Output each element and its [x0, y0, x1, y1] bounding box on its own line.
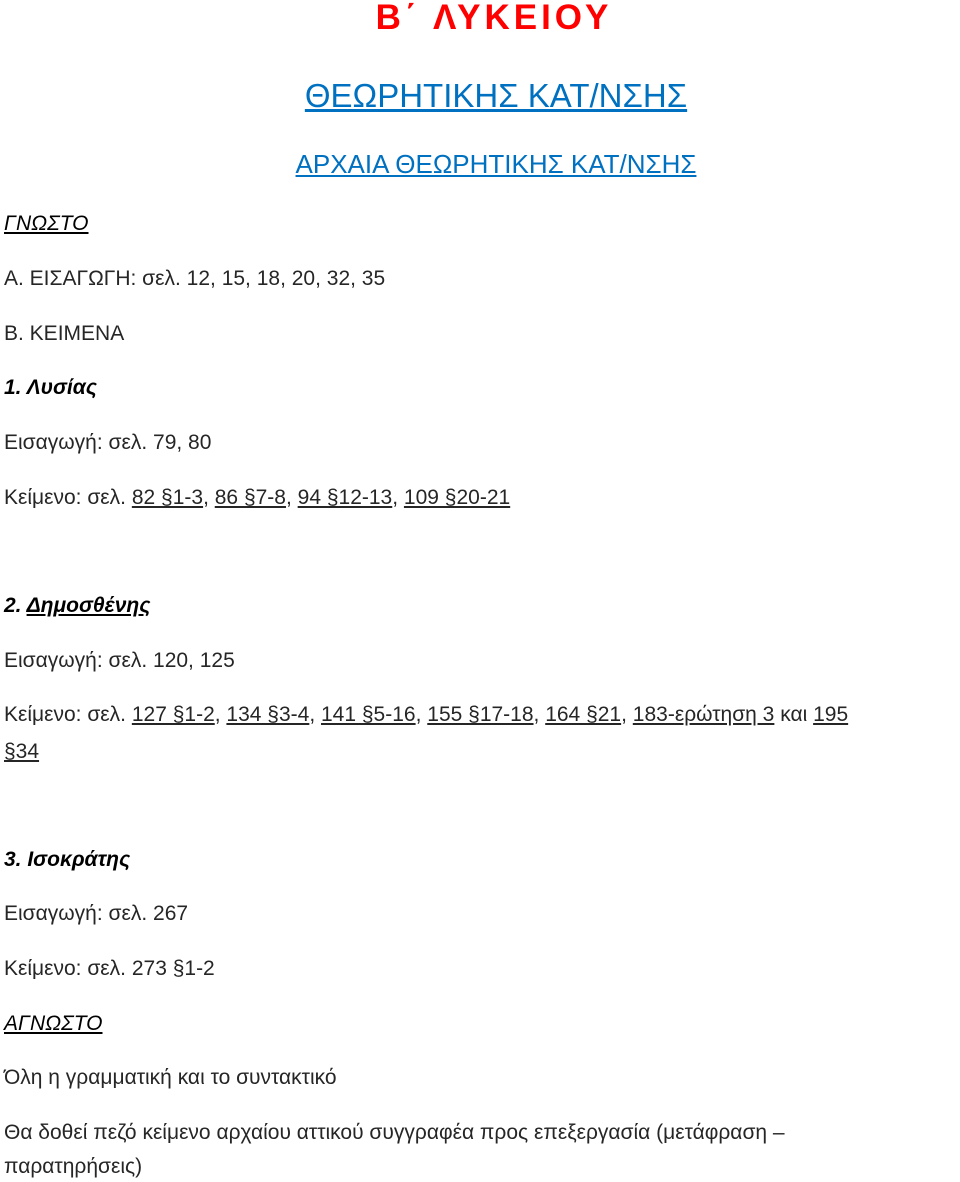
known-texts-heading: Β. ΚΕΙΜΕΝΑ — [4, 322, 125, 345]
unknown-grammar: Όλη η γραμματική και το συντακτικό — [4, 1066, 337, 1089]
known-intro: Α. ΕΙΣΑΓΩΓΗ: σελ. 12, 15, 18, 20, 32, 35 — [4, 267, 386, 290]
subject-subtitle: ΑΡΧΑΙΑ ΘΕΩΡΗΤΙΚΗΣ ΚΑΤ/ΝΣΗΣ — [295, 149, 697, 179]
lysias-ref: 82 §1-3 — [131, 486, 204, 509]
demosthenes-intro: Εισαγωγή: σελ. 120, 125 — [4, 649, 235, 672]
isocrates-text: Κείμενο: σελ. 273 §1-2 — [4, 957, 215, 980]
unknown-exam-text-cont: παρατηρήσεις) — [4, 1155, 143, 1178]
isocrates-intro: Εισαγωγή: σελ. 267 — [4, 902, 189, 925]
demosthenes-ref: 155 §17-18 — [427, 703, 534, 726]
lysias-title: 1. Λυσίας — [4, 376, 97, 399]
lysias-intro: Εισαγωγή: σελ. 79, 80 — [4, 431, 212, 454]
demosthenes-ref: 164 §21 — [545, 703, 622, 726]
demosthenes-text-cont — [4, 740, 39, 764]
unknown-heading: ΑΓΝΩΣΤΟ — [4, 1012, 103, 1035]
lysias-ref: 94 §12-13 — [297, 486, 393, 509]
lysias-ref: 86 §7-8 — [214, 486, 286, 509]
isocrates-title: 3. Ισοκράτης — [4, 848, 131, 871]
demosthenes-ref: 183-ερώτηση 3 — [632, 703, 775, 726]
demosthenes-ref: 134 §3-4 — [226, 703, 310, 726]
lysias-ref: 109 §20-21 — [403, 486, 511, 509]
demosthenes-title: 2. Δημοσθένης — [4, 594, 151, 617]
demosthenes-text: Κείμενο: σελ. 127 §1-2, 134 §3-4, 141 §5-16, 155 §17-18, 164 §21, 183-ερώτηση 3 και 195 — [4, 703, 849, 726]
lysias-text: Κείμενο: σελ. 82 §1-3, 86 §7-8, 94 §12-13, 109 §20-21 — [4, 486, 511, 509]
demosthenes-ref: 141 §5-16 — [321, 703, 416, 726]
unknown-exam-text: Θα δοθεί πεζό κείμενο αρχαίου αττικού συγγραφέα προς επεξεργασία (μετάφραση – — [4, 1121, 785, 1144]
lysias-text-prefix: Κείμενο: σελ. — [4, 486, 132, 509]
demosthenes-ref: 195 — [813, 703, 849, 726]
grade-title: Β΄ ΛΥΚΕΙΟΥ — [375, 0, 613, 37]
known-heading: ΓΝΩΣΤΟ — [4, 212, 89, 235]
demosthenes-name: Δημοσθένης — [26, 594, 151, 617]
demosthenes-ref: 127 §1-2 — [131, 703, 215, 726]
demosthenes-ref: §34 — [4, 740, 40, 763]
track-title: ΘΕΩΡΗΤΙΚΗΣ ΚΑΤ/ΝΣΗΣ — [304, 77, 688, 114]
